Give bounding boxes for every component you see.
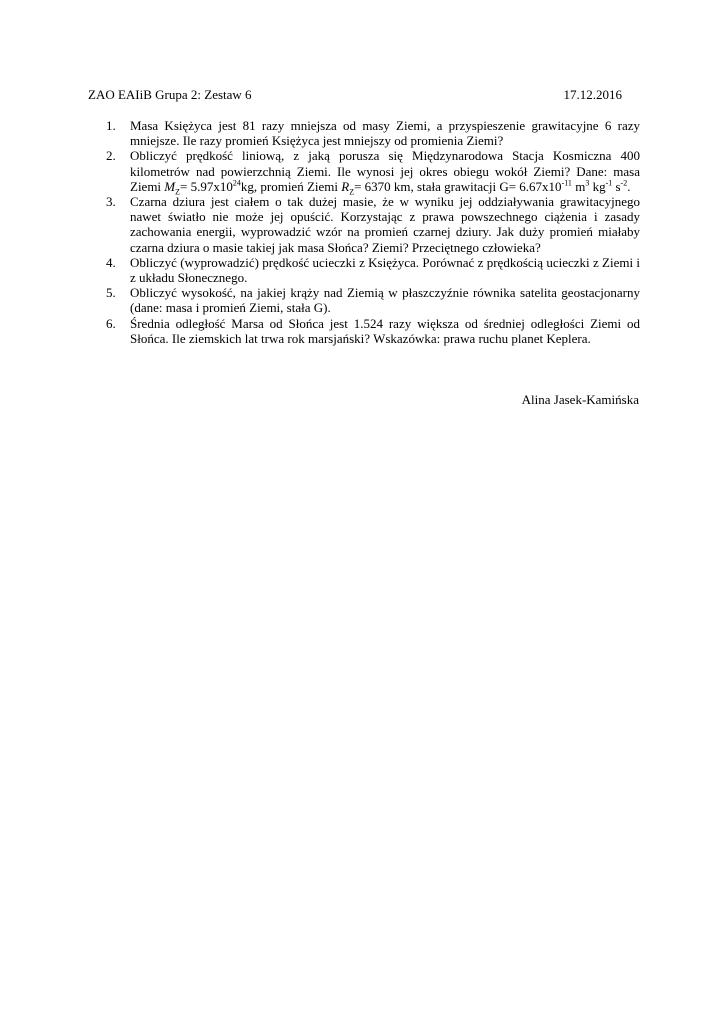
radius-symbol: R xyxy=(341,178,350,194)
task-text-part: kg, promień Ziemi xyxy=(240,178,342,194)
task-text: Średnia odległość Marsa od Słońca jest 1.524 razy większa od średniej odległości Ziemi od Słońca. Ile ziemskich lat trwa rok marsjański? Wskazówka: prawa ruchu planet Keplera. xyxy=(130,315,640,346)
task-number: 6. xyxy=(106,315,116,331)
document-date: 17.12.2016 xyxy=(563,87,622,102)
task-text-end: . xyxy=(627,178,631,194)
task-number: 3. xyxy=(106,194,116,210)
radius-subscript: Z xyxy=(349,187,355,197)
task-item-1 xyxy=(106,118,640,148)
task-item-6 xyxy=(106,316,640,346)
task-number: 2. xyxy=(106,148,116,164)
unit-s: s xyxy=(612,178,621,194)
unit-m-exponent: 3 xyxy=(585,178,590,188)
task-number: 5. xyxy=(106,285,116,301)
unit-kg-exponent: -1 xyxy=(605,178,613,188)
task-number: 4. xyxy=(106,254,116,270)
mass-subscript: Z xyxy=(175,187,181,197)
task-text: Czarna dziura jest ciałem o tak dużej masie, że w wyniku jej oddziaływania grawitacyjnego nawet światło nie może jej opuścić. Korzystając z prawa powszechnego ciążenia i zasady zachowania energii, wyprowadzić wzór na promień czarnej dziury. Jak duży promień miałaby czarna dziura o masie takiej jak masa Słońca? Ziemi? Przeciętnego człowieka? xyxy=(130,194,640,255)
header xyxy=(88,87,622,103)
g-exponent: -11 xyxy=(561,178,572,188)
mass-exponent: 24 xyxy=(232,178,241,188)
task-item-4 xyxy=(106,255,640,285)
task-item-2 xyxy=(106,148,640,197)
task-text-part: Obliczyć prędkość liniową, z jaką porusza się Międzynarodowa Stacja Kosmiczna 400 kilometrów nad powierzchnią Ziemi. Ile wynosi jej okres obiegu wokół Ziemi? Dane: masa Ziemi xyxy=(130,148,640,194)
unit-kg: kg xyxy=(592,178,606,194)
mass-symbol: M xyxy=(164,178,176,194)
unit-s-exponent: -2 xyxy=(620,178,628,188)
task-item-5 xyxy=(106,285,640,315)
task-text-part: = 6370 km, stała grawitacji G= 6.67x10 xyxy=(354,178,562,194)
mass-value: = 5.97x10 xyxy=(180,178,233,194)
document-title: ZAO EAIiB Grupa 2: Zestaw 6 xyxy=(88,87,252,102)
unit-m: m xyxy=(571,178,586,194)
task-number: 1. xyxy=(106,118,116,133)
task-list xyxy=(106,118,640,346)
task-text: Obliczyć wysokość, na jakiej krąży nad Ziemią w płaszczyźnie równika satelita geostacjonarny (dane: masa i promień Ziemi, stała G). xyxy=(130,285,640,316)
task-item-3 xyxy=(106,194,640,255)
task-text: Obliczyć (wyprowadzić) prędkość ucieczki z Księżyca. Porównać z prędkością ucieczki z Ziemi i z układu Słonecznego. xyxy=(130,254,640,286)
task-text: Masa Księżyca jest 81 razy mniejsza od masy Ziemi, a przyspieszenie grawitacyjne 6 razy mniejsze. Ile razy promień Księżyca jest mniejszy od promienia Ziemi? xyxy=(130,118,640,149)
author-signature: Alina Jasek-Kamińska xyxy=(521,392,639,407)
